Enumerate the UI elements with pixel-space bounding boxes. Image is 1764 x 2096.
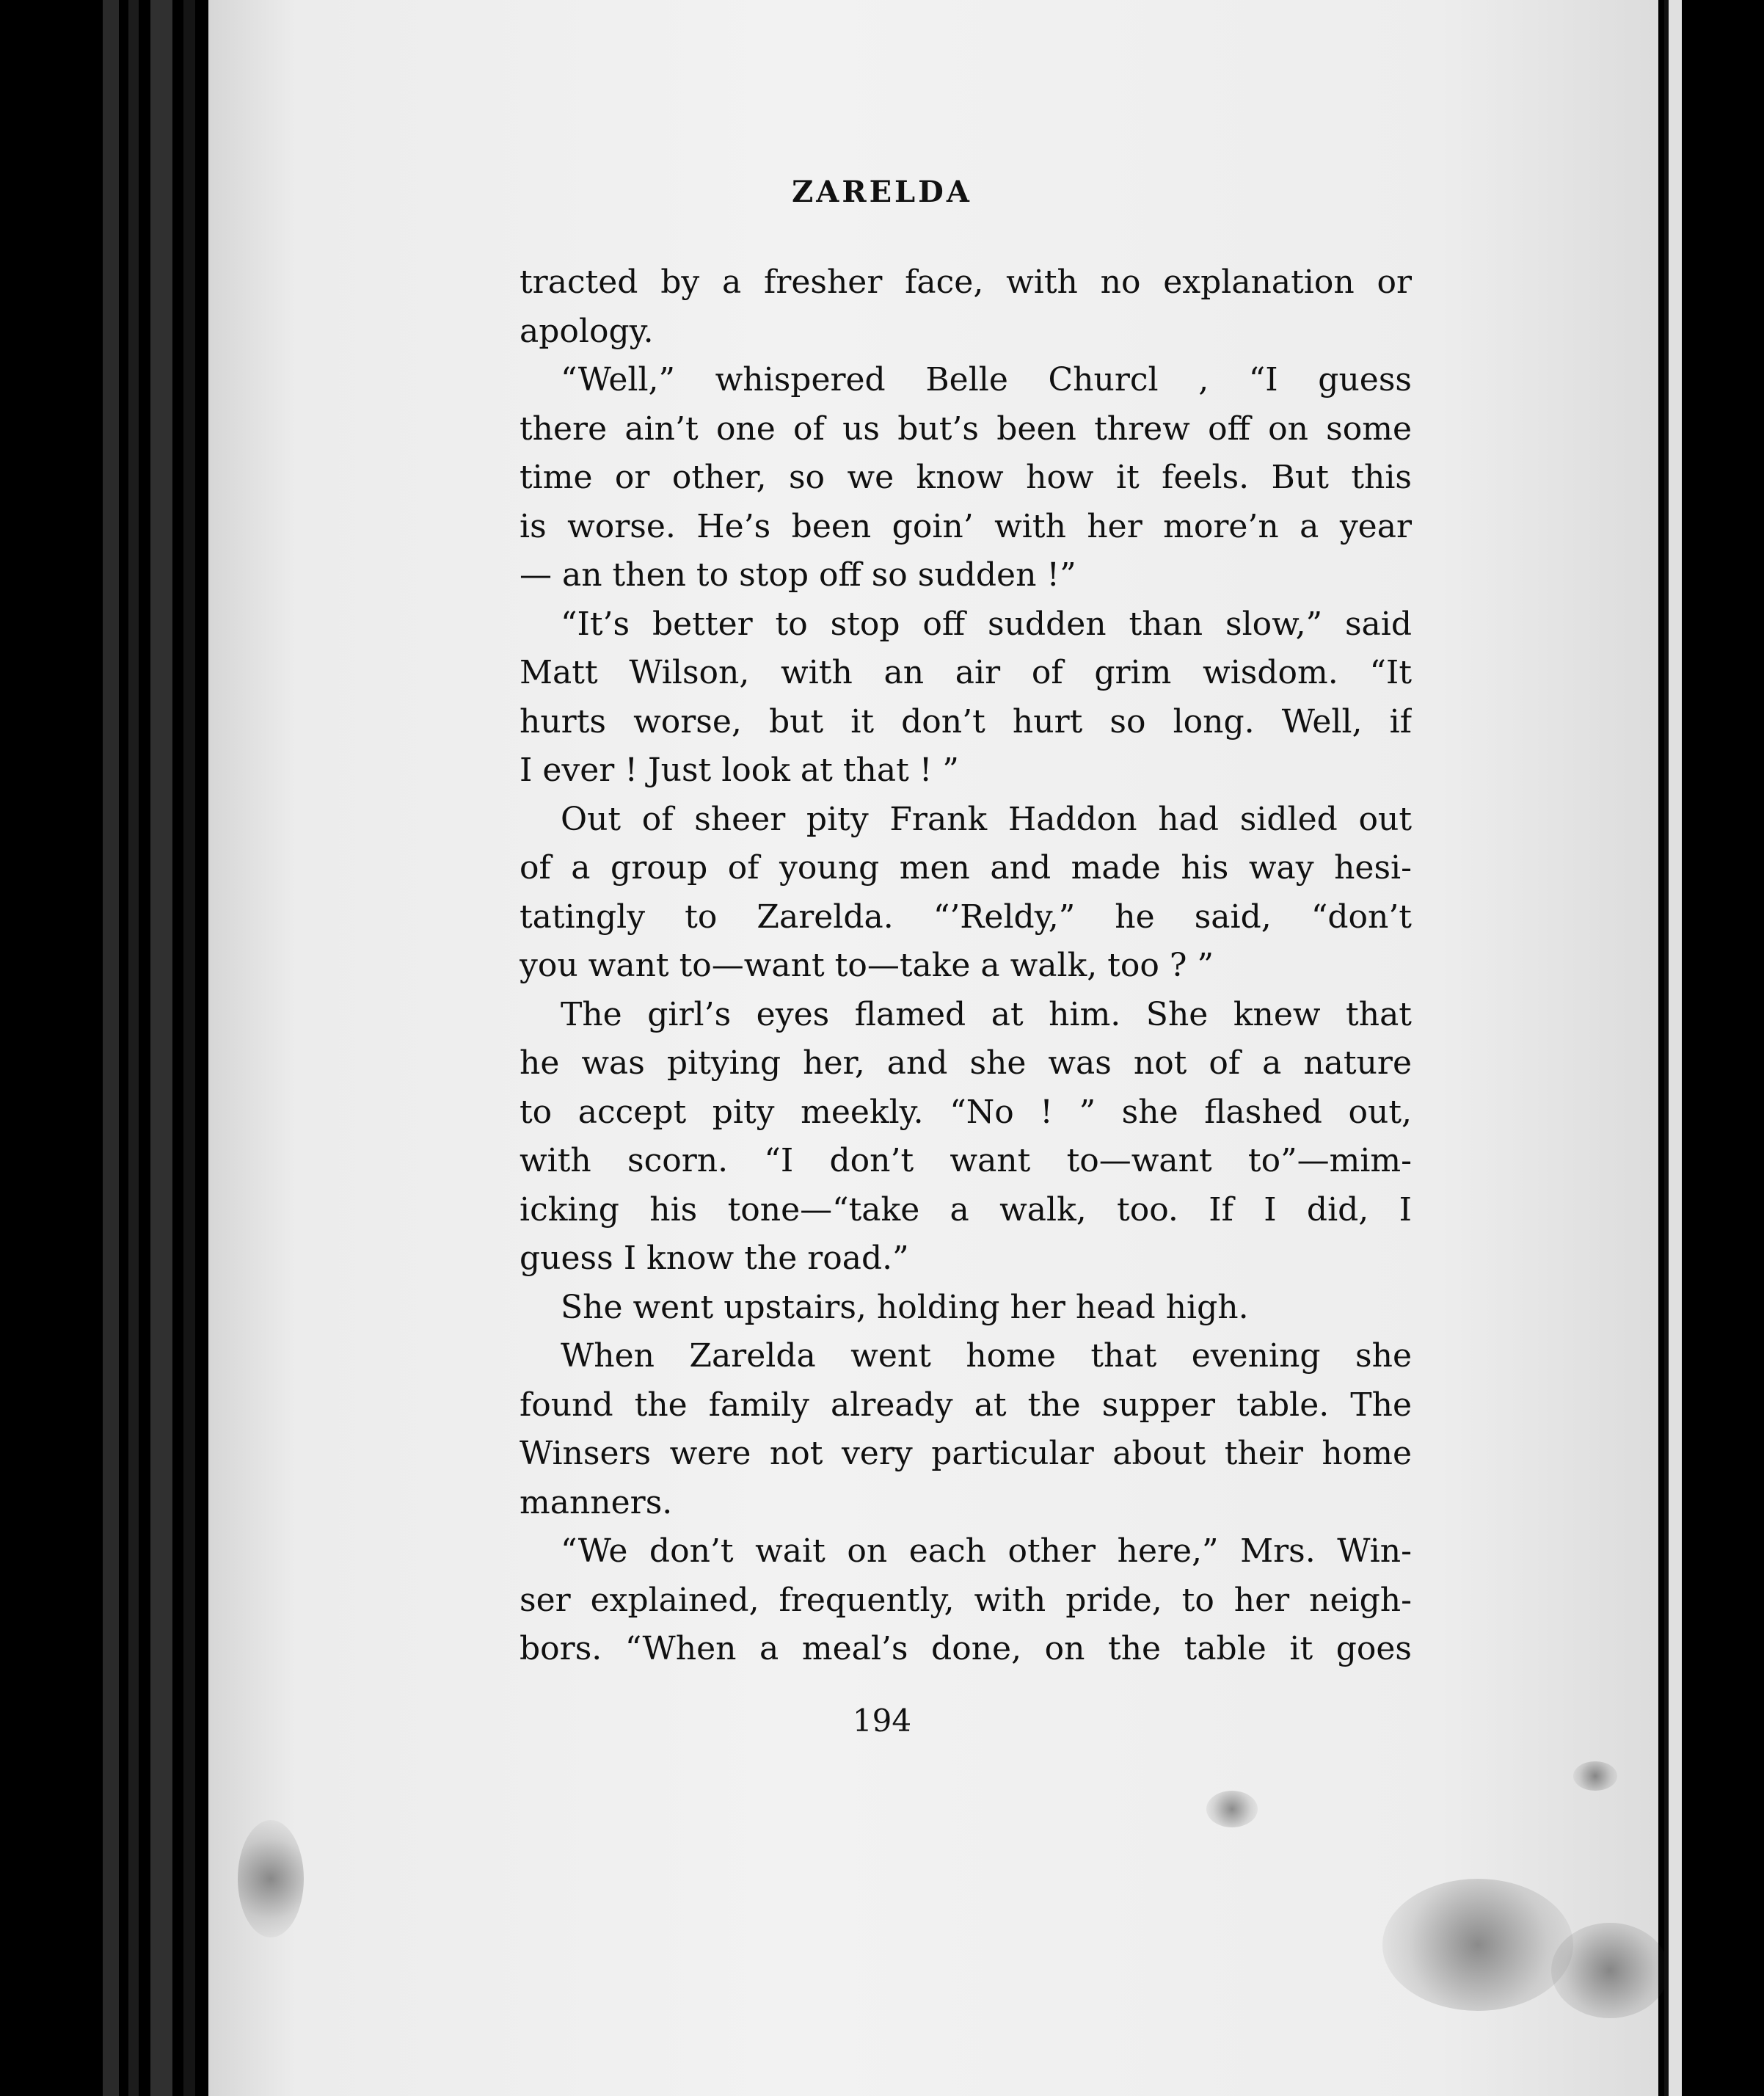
text-line: you want to—want to—take a walk, too ? ” bbox=[520, 947, 1214, 984]
page-stain bbox=[1551, 1923, 1669, 2018]
binding-stripe bbox=[150, 0, 172, 2096]
page-number: 194 bbox=[852, 1703, 912, 1739]
text-line: guess I know the road.” bbox=[520, 1240, 909, 1277]
text-line: bors. “When a meal’s done, on the table it goes bbox=[520, 1630, 1412, 1667]
text-line: of a group of young men and made his way hesi- bbox=[520, 849, 1412, 887]
text-line: “It’s better to stop off sudden than slow,” said bbox=[561, 605, 1412, 643]
running-head: ZARELDA bbox=[792, 175, 972, 209]
binding-stripe bbox=[128, 0, 139, 2096]
page-stain bbox=[1573, 1761, 1617, 1791]
text-line: he was pitying her, and she was not of a nature bbox=[520, 1044, 1412, 1082]
binding-stripe bbox=[103, 0, 119, 2096]
page-body-text bbox=[520, 258, 1412, 1674]
text-line: tracted by a fresher face, with no explanation or bbox=[520, 263, 1412, 301]
text-line: She went upstairs, holding her head high. bbox=[561, 1288, 1249, 1326]
page-edge bbox=[1664, 0, 1682, 2096]
text-line: “Well,” whispered Belle Churcl , “I guess bbox=[561, 361, 1412, 399]
text-line: The girl’s eyes flamed at him. She knew that bbox=[561, 995, 1412, 1033]
text-line: Matt Wilson, with an air of grim wisdom. “It bbox=[520, 654, 1412, 691]
page-stain bbox=[238, 1820, 304, 1937]
binding-stripe bbox=[183, 0, 195, 2096]
text-line: Winsers were not very particular about their home bbox=[520, 1435, 1412, 1472]
text-line: Out of sheer pity Frank Haddon had sidled out bbox=[561, 800, 1412, 838]
page-stain bbox=[1382, 1879, 1573, 2011]
text-line: manners. bbox=[520, 1483, 673, 1521]
page-stain bbox=[1206, 1791, 1258, 1827]
text-line: icking his tone—“take a walk, too. If I did, I bbox=[520, 1190, 1412, 1229]
text-line: — an then to stop off so sudden !” bbox=[520, 556, 1076, 594]
text-line: When Zarelda went home that evening she bbox=[561, 1337, 1412, 1375]
text-line: to accept pity meekly. “No ! ” she flashed out, bbox=[520, 1093, 1412, 1131]
text-line: I ever ! Just look at that ! ” bbox=[520, 752, 959, 789]
text-line: ser explained, frequently, with pride, to her neigh- bbox=[520, 1581, 1412, 1619]
text-line: found the family already at the supper table. The bbox=[520, 1386, 1412, 1424]
text-line: with scorn. “I don’t want to—want to”—mim- bbox=[520, 1142, 1412, 1179]
text-line: “We don’t wait on each other here,” Mrs. Win- bbox=[561, 1532, 1412, 1570]
text-line: tatingly to Zarelda. “’Reldy,” he said, “don’t bbox=[520, 898, 1412, 936]
text-line: hurts worse, but it don’t hurt so long. Well, if bbox=[520, 702, 1412, 740]
text-line: there ain’t one of us but’s been threw off on some bbox=[520, 410, 1412, 448]
text-line: is worse. He’s been goin’ with her more’n a year bbox=[520, 507, 1412, 545]
text-line: apology. bbox=[520, 312, 654, 350]
text-line: time or other, so we know how it feels. But this bbox=[520, 459, 1412, 496]
